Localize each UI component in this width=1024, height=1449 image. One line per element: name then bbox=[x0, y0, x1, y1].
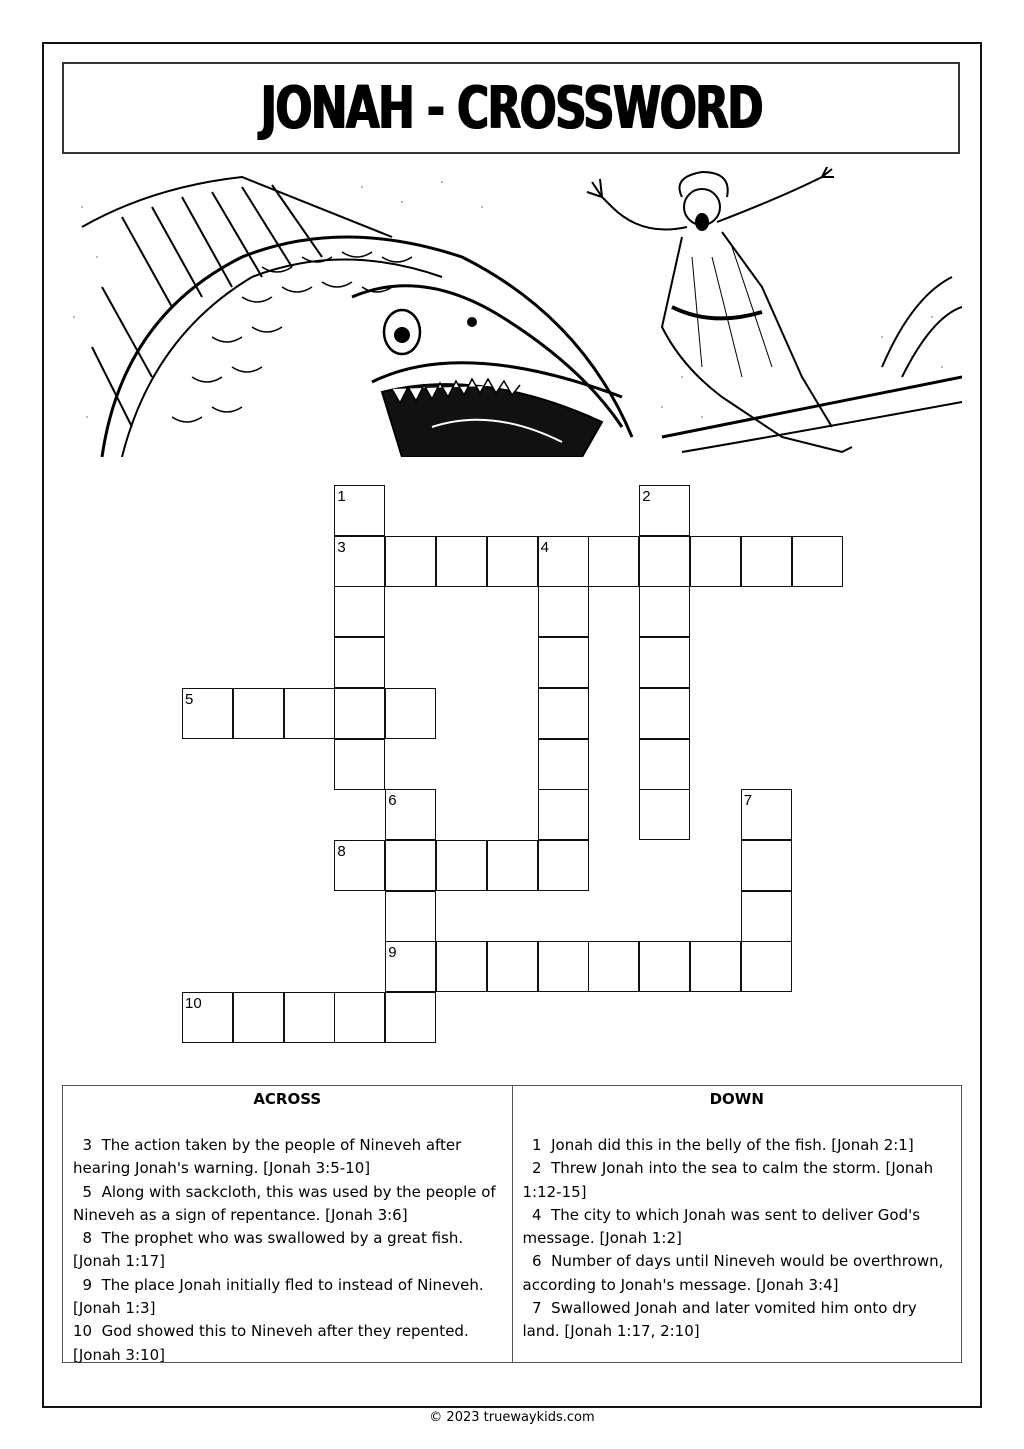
crossword-cell[interactable] bbox=[741, 536, 792, 587]
across-clues bbox=[63, 1086, 512, 1362]
crossword-cell[interactable] bbox=[436, 941, 487, 992]
across-clue: 9 The place Jonah initially fled to instead of Nineveh. [Jonah 1:3] bbox=[73, 1275, 484, 1318]
clue-number: 10 bbox=[185, 995, 202, 1012]
across-clue: 10 God showed this to Nineveh after they repented. [Jonah 3:10] bbox=[73, 1322, 469, 1364]
crossword-cell[interactable] bbox=[538, 586, 589, 637]
crossword-cell[interactable] bbox=[436, 536, 487, 587]
clue-number: 6 bbox=[388, 792, 397, 810]
clue-number: 3 bbox=[337, 538, 346, 556]
clue-number: 7 bbox=[743, 792, 753, 810]
crossword-cell[interactable] bbox=[639, 739, 690, 790]
clues-table bbox=[62, 1085, 962, 1363]
crossword-cell[interactable] bbox=[487, 536, 538, 587]
crossword-cell[interactable] bbox=[334, 688, 385, 739]
crossword-cell[interactable] bbox=[639, 485, 690, 536]
crossword-cell[interactable] bbox=[385, 840, 436, 891]
across-clue: 8 The prophet who was swallowed by a great fish. [Jonah 1:17] bbox=[73, 1229, 464, 1271]
crossword-cell[interactable] bbox=[741, 840, 792, 891]
crossword-cell[interactable] bbox=[538, 536, 589, 587]
crossword-cell[interactable] bbox=[639, 586, 690, 637]
crossword-cell[interactable] bbox=[233, 688, 284, 739]
crossword-cell[interactable] bbox=[741, 891, 792, 942]
copyright-footer: © 2023 truewaykids.com bbox=[429, 1410, 595, 1425]
crossword-cell[interactable] bbox=[538, 789, 589, 840]
crossword-cell[interactable] bbox=[538, 637, 589, 688]
crossword-cell[interactable] bbox=[385, 536, 436, 587]
page-title: JONAH - CROSSWORD bbox=[260, 73, 762, 143]
crossword-cell[interactable] bbox=[385, 688, 436, 739]
clue-number: 2 bbox=[642, 488, 651, 505]
crossword-cell[interactable] bbox=[639, 941, 690, 992]
crossword-cell[interactable] bbox=[588, 536, 639, 587]
down-clues bbox=[512, 1086, 962, 1362]
crossword-cell[interactable] bbox=[639, 637, 690, 688]
down-clue: 7 Swallowed Jonah and later vomited him onto dry land. [Jonah 1:17, 2:10] bbox=[522, 1299, 917, 1341]
crossword-cell[interactable] bbox=[385, 891, 436, 942]
crossword-cell[interactable] bbox=[741, 941, 792, 992]
crossword-cell[interactable] bbox=[538, 941, 589, 992]
across-clue: 5 Along with sackcloth, this was used by the people of Nineveh as a sign of repentance. [Jonah 3:6] bbox=[73, 1182, 496, 1224]
jonah-and-fish-illustration bbox=[62, 167, 962, 457]
across-clue-list bbox=[73, 1134, 502, 1367]
down-clue: 1 Jonah did this in the belly of the fish. [Jonah 2:1] bbox=[522, 1136, 914, 1154]
clue-number: 1 bbox=[337, 488, 346, 505]
crossword-cell[interactable] bbox=[182, 688, 233, 739]
crossword-cell[interactable] bbox=[690, 941, 741, 992]
crossword-cell[interactable] bbox=[334, 840, 385, 891]
crossword-cell[interactable] bbox=[436, 840, 487, 891]
crossword-cell[interactable] bbox=[385, 992, 436, 1043]
crossword-cell[interactable] bbox=[487, 840, 538, 891]
crossword-cell[interactable] bbox=[741, 789, 792, 840]
down-heading: DOWN bbox=[709, 1090, 764, 1108]
crossword-cell[interactable] bbox=[233, 992, 284, 1043]
crossword-cell[interactable] bbox=[334, 637, 385, 688]
clue-number: 9 bbox=[388, 944, 397, 962]
crossword-cell[interactable] bbox=[639, 536, 690, 587]
clue-number: 5 bbox=[185, 690, 194, 708]
crossword-cell[interactable] bbox=[690, 536, 741, 587]
down-clue: 2 Threw Jonah into the sea to calm the storm. [Jonah 1:12-15] bbox=[522, 1159, 934, 1201]
clue-number: 4 bbox=[540, 538, 549, 556]
across-clue: 3 The action taken by the people of Nineveh after hearing Jonah's warning. [Jonah 3:5-10] bbox=[73, 1136, 462, 1178]
crossword-cell[interactable] bbox=[385, 941, 436, 992]
crossword-cell[interactable] bbox=[538, 840, 589, 891]
title-box bbox=[62, 62, 960, 154]
crossword-cell[interactable] bbox=[588, 941, 639, 992]
crossword-cell[interactable] bbox=[284, 688, 335, 739]
down-clue: 6 Number of days until Nineveh would be overthrown, according to Jonah's message. [Jonah 3:4] bbox=[522, 1252, 944, 1294]
crossword-cell[interactable] bbox=[334, 739, 385, 790]
crossword-cell[interactable] bbox=[334, 485, 385, 536]
clue-number: 8 bbox=[337, 842, 346, 860]
crossword-cell[interactable] bbox=[334, 586, 385, 637]
crossword-cell[interactable] bbox=[334, 992, 385, 1043]
crossword-cell[interactable] bbox=[639, 688, 690, 739]
across-heading: ACROSS bbox=[253, 1090, 322, 1108]
down-clue: 4 The city to which Jonah was sent to deliver God's message. [Jonah 1:2] bbox=[522, 1205, 921, 1248]
crossword-cell[interactable] bbox=[538, 739, 589, 790]
crossword-cell[interactable] bbox=[639, 789, 690, 840]
crossword-cell[interactable] bbox=[284, 992, 335, 1043]
down-clue-list bbox=[523, 1134, 952, 1344]
crossword-cell[interactable] bbox=[487, 941, 538, 992]
crossword-cell[interactable] bbox=[182, 992, 233, 1043]
crossword-cell[interactable] bbox=[538, 688, 589, 739]
crossword-cell[interactable] bbox=[334, 536, 385, 587]
crossword-cell[interactable] bbox=[792, 536, 843, 587]
crossword-cell[interactable] bbox=[385, 789, 436, 840]
